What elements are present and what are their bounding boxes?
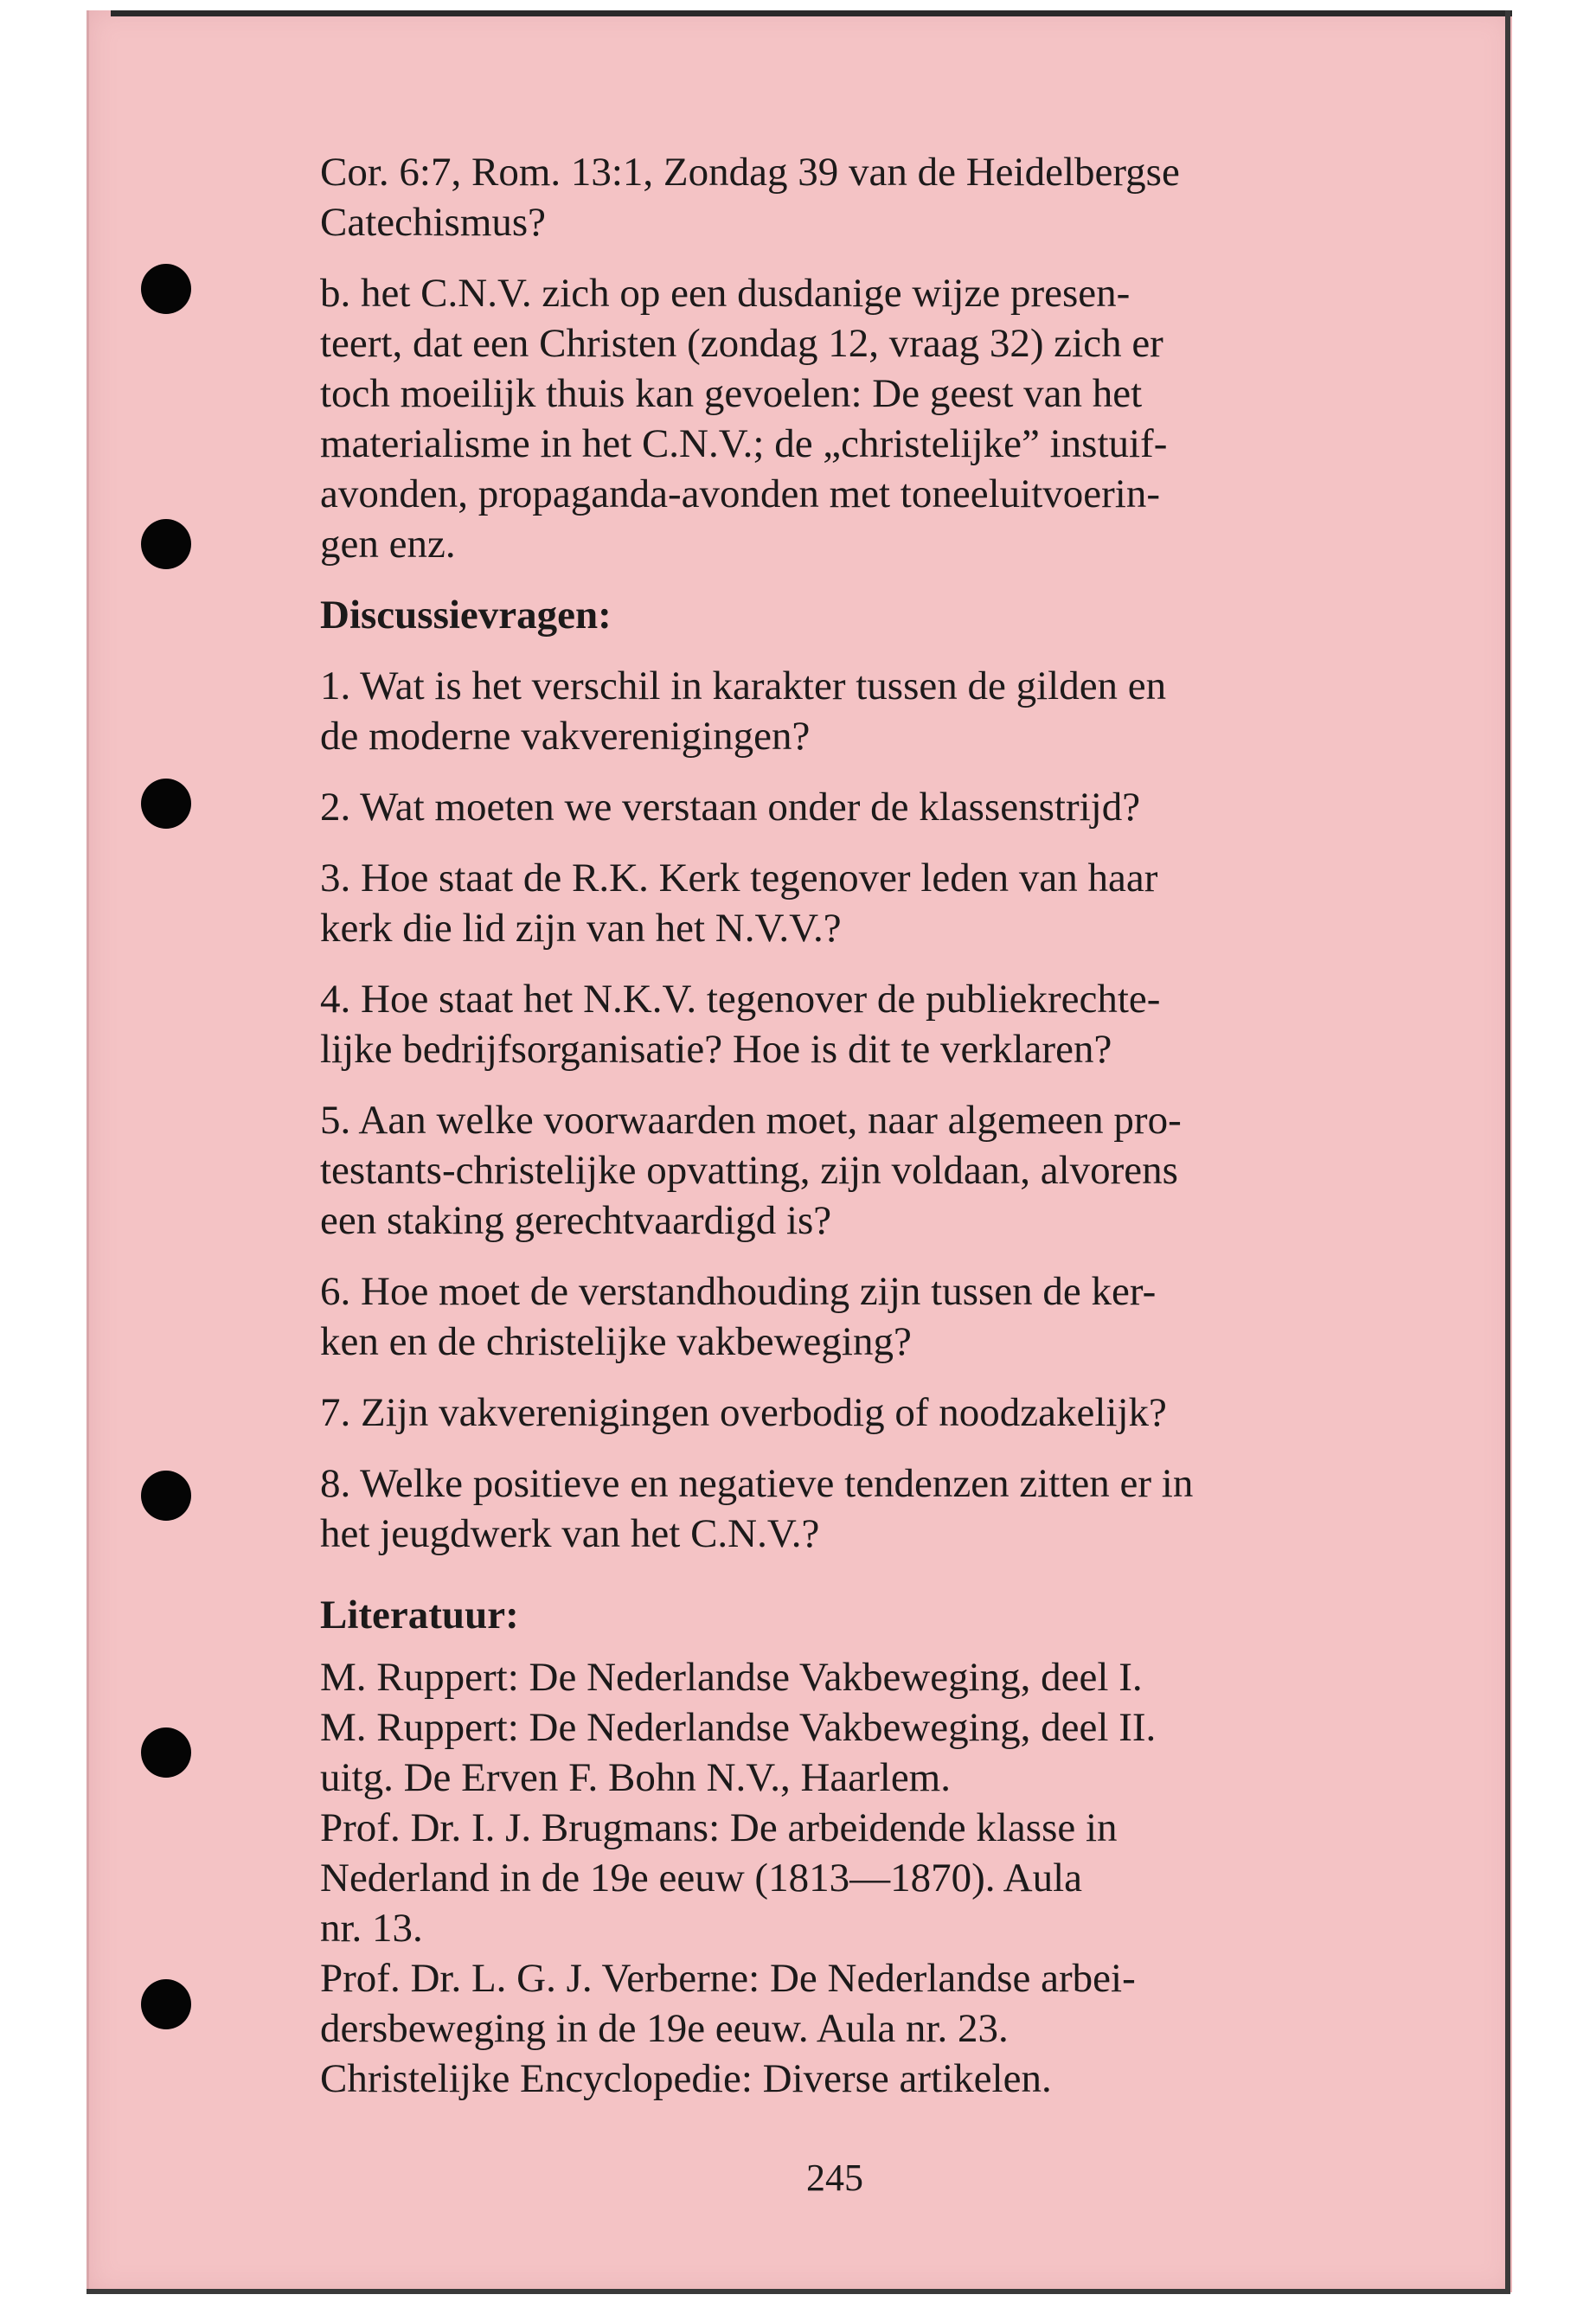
text-line: ken en de christelijke vakbeweging? [320,1319,912,1364]
text-line: 3. Hoe staat de R.K. Kerk tegenover leden van haar [320,856,1158,901]
text-line: Cor. 6:7, Rom. 13:1, Zondag 39 van de Heidelbergse [320,150,1180,195]
text-line: Catechismus? [320,200,547,245]
question-8 [320,1458,1349,1559]
top-page-edge [111,10,1512,16]
text-line: gen enz. [320,522,456,567]
literature-entry [320,1652,1349,1702]
text-line: teert, dat een Christen (zondag 12, vraag 32) zich er [320,321,1163,366]
text-line: toch moeilijk thuis kan gevoelen: De geest van het [320,371,1143,416]
text-line: 2. Wat moeten we verstaan onder de klassenstrijd? [320,785,1141,830]
text-line: materialisme in het C.N.V.; de „christelijke” instuif- [320,421,1168,466]
literature-entry [320,1803,1349,1953]
binder-hole [141,1471,191,1521]
text-line: Prof. Dr. I. J. Brugmans: De arbeidende klasse in [320,1805,1118,1850]
text-line: dersbeweging in de 19e eeuw. Aula nr. 23. [320,2006,1009,2051]
page-text [320,147,1349,2104]
text-line: Prof. Dr. L. G. J. Verberne: De Nederlandse arbei- [320,1956,1136,2001]
text-line: 7. Zijn vakverenigingen overbodig of noodzakelijk? [320,1390,1167,1435]
text-line: de moderne vakverenigingen? [320,714,811,759]
text-line: 5. Aan welke voorwaarden moet, naar algemeen pro- [320,1098,1182,1143]
text-line: M. Ruppert: De Nederlandse Vakbeweging, deel I. [320,1655,1143,1700]
text-line: M. Ruppert: De Nederlandse Vakbeweging, deel II. [320,1705,1157,1750]
right-page-edge [1505,10,1510,2292]
binder-hole [141,519,191,569]
question-5 [320,1095,1349,1246]
binder-hole [141,1727,191,1778]
text-line: het jeugdwerk van het C.N.V.? [320,1511,820,1556]
text-line: kerk die lid zijn van het N.V.V.? [320,906,842,951]
text-line: lijke bedrijfsorganisatie? Hoe is dit te verklaren? [320,1027,1112,1072]
text-line: 1. Wat is het verschil in karakter tussen de gilden en [320,663,1167,708]
text-line: b. het C.N.V. zich op een dusdanige wijze presen- [320,271,1131,316]
literature-heading: Literatuur: [320,1593,519,1638]
text-line: Nederland in de 19e eeuw (1813—1870). Aula [320,1856,1082,1900]
question-2 [320,782,1349,832]
text-line: 8. Welke positieve en negatieve tendenzen zitten er in [320,1461,1194,1506]
page-number: 245 [806,2157,863,2199]
text-line: avonden, propaganda-avonden met toneeluitvoerin- [320,471,1160,516]
text-line: Christelijke Encyclopedie: Diverse artikelen. [320,2056,1052,2101]
text-line: een staking gerechtvaardigd is? [320,1198,832,1243]
point-b-paragraph [320,268,1349,569]
literature-entry [320,2054,1349,2104]
binder-hole [141,1979,191,2029]
text-line: 6. Hoe moet de verstandhouding zijn tussen de ker- [320,1269,1157,1314]
question-6 [320,1266,1349,1367]
literature-entry [320,1953,1349,2054]
binder-hole [141,264,191,314]
bottom-page-edge [87,2289,1510,2294]
binder-hole [141,779,191,829]
intro-paragraph [320,147,1349,247]
text-line: nr. 13. [320,1906,423,1951]
question-7 [320,1388,1349,1438]
literature-entry [320,1702,1349,1803]
discussion-heading: Discussievragen: [320,593,612,638]
question-3 [320,853,1349,953]
text-line: uitg. De Erven F. Bohn N.V., Haarlem. [320,1755,951,1800]
question-4 [320,974,1349,1074]
question-1 [320,661,1349,761]
text-line: testants-christelijke opvatting, zijn voldaan, alvorens [320,1148,1178,1193]
text-line: 4. Hoe staat het N.K.V. tegenover de publiekrechte- [320,977,1161,1022]
